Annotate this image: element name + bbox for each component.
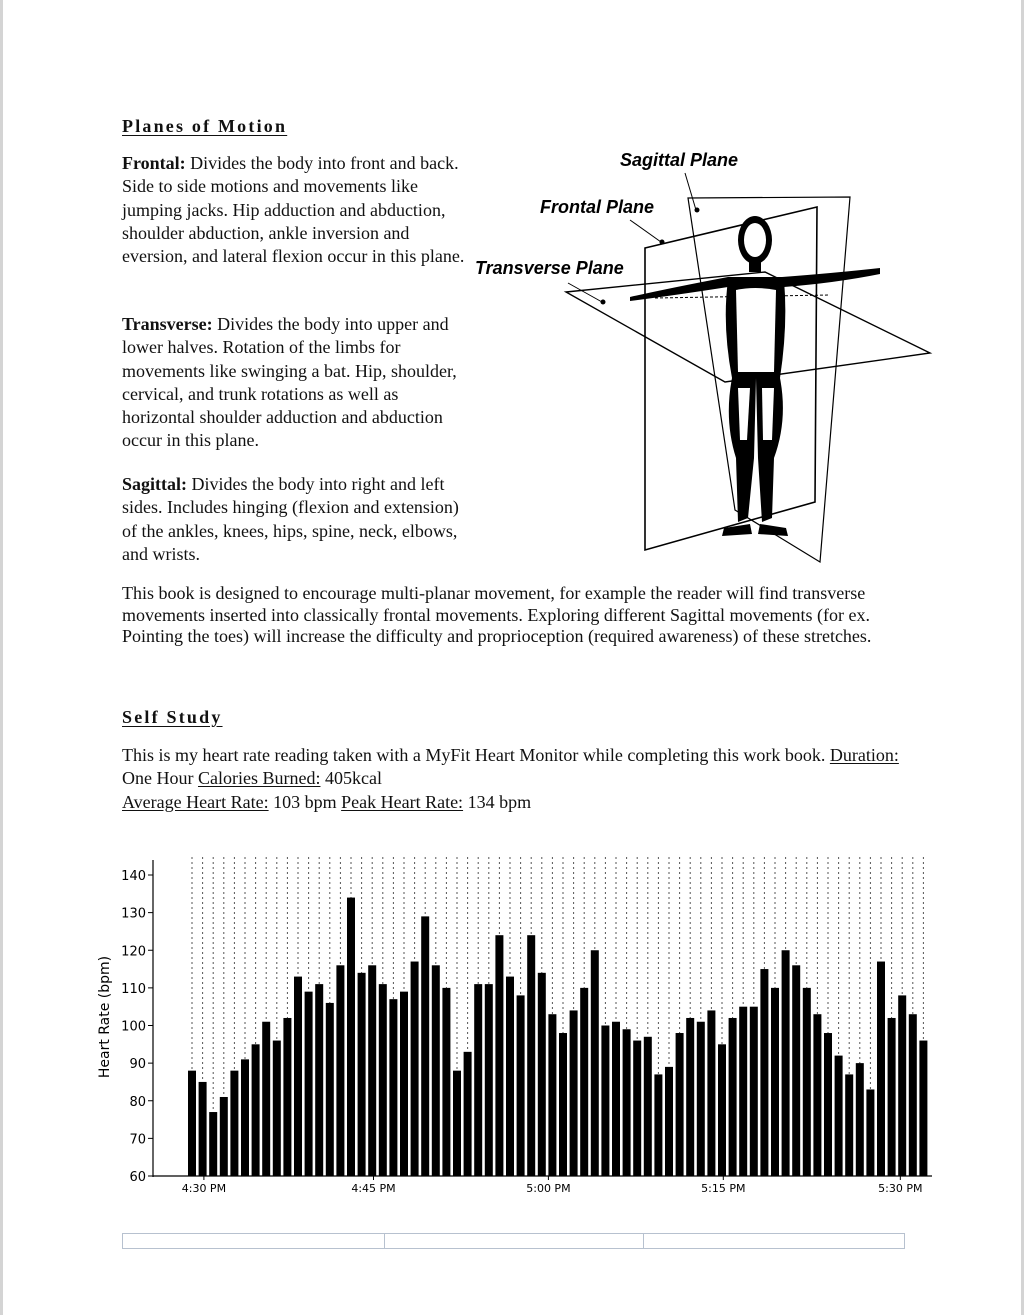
self-study-intro: This is my heart rate reading taken with a MyFit Heart Monitor while completing this work book. — [122, 745, 826, 765]
y-tick-label: 120 — [121, 944, 146, 960]
heart-rate-bar — [803, 988, 811, 1176]
heart-rate-bar — [199, 1082, 207, 1176]
heart-rate-bar — [888, 1018, 896, 1176]
heart-rate-bar — [856, 1063, 864, 1176]
planes-of-motion-figure — [470, 140, 940, 565]
heart-rate-bar — [517, 995, 525, 1176]
duration-value: One Hour — [122, 768, 194, 789]
sagittal-plane-label: Sagittal Plane — [620, 150, 739, 170]
heart-rate-bar — [697, 1022, 705, 1176]
chart-bars — [188, 898, 927, 1176]
heart-rate-bar — [644, 1037, 652, 1176]
table-divider — [643, 1234, 644, 1248]
heart-rate-bar — [686, 1018, 694, 1176]
frontal-plane — [645, 207, 817, 550]
heart-rate-bar — [326, 1003, 334, 1176]
heart-rate-bar — [527, 935, 535, 1176]
human-figure — [630, 216, 880, 536]
heart-rate-bar — [877, 962, 885, 1176]
heart-rate-bar — [750, 1007, 758, 1176]
heart-rate-bar — [898, 995, 906, 1176]
y-tick-label: 100 — [121, 1019, 146, 1035]
transverse-definition — [122, 313, 467, 453]
x-tick-label: 5:30 PM — [878, 1182, 923, 1195]
heart-rate-bar — [792, 965, 800, 1176]
y-tick-label: 80 — [129, 1094, 146, 1110]
heart-rate-bar — [782, 950, 790, 1176]
y-ticks — [121, 869, 153, 1185]
heart-rate-bar — [453, 1071, 461, 1176]
heart-rate-chart — [0, 845, 1024, 1205]
average-heart-rate-label: Average Heart Rate: — [122, 791, 269, 812]
heart-rate-bar — [570, 1010, 578, 1176]
heart-rate-bar — [707, 1010, 715, 1176]
heart-rate-bar — [442, 988, 450, 1176]
x-tick-label: 4:30 PM — [181, 1182, 227, 1195]
heart-rate-bar — [230, 1071, 238, 1176]
x-ticks — [182, 1176, 923, 1195]
planes-of-motion-heading: Planes of Motion — [122, 116, 288, 136]
multi-planar-paragraph: This book is designed to encourage multi-planar movement, for example the reader will find transverse movements inserted into classically frontal movements. Exploring different Sagittal movements (for ex. Pointing the toes) will increase the difficulty and proprioception (required awareness) of these stretches. — [122, 583, 872, 646]
heart-rate-bar — [474, 984, 482, 1176]
sagittal-term: Sagittal: — [122, 474, 187, 494]
heart-rate-bar — [845, 1074, 853, 1176]
heart-rate-bar — [252, 1044, 260, 1176]
heart-rate-bar — [919, 1041, 927, 1176]
x-tick-label: 5:15 PM — [701, 1182, 746, 1195]
heart-rate-bar — [909, 1014, 917, 1176]
heart-rate-bar — [209, 1112, 217, 1176]
transverse-term: Transverse: — [122, 314, 213, 334]
heart-rate-bar — [771, 988, 779, 1176]
heart-rate-bar — [760, 969, 768, 1176]
table-divider — [384, 1234, 385, 1248]
y-tick-label: 110 — [121, 981, 146, 997]
heart-rate-bar — [665, 1067, 673, 1176]
calories-value: 405kcal — [324, 768, 382, 789]
heart-rate-bar — [220, 1097, 228, 1176]
sagittal-text: Divides the body into right and left sides. Includes hinging (flexion and extension) of the ankles, knees, hips, spine, neck, elbows, and wrists. — [122, 474, 459, 564]
heart-rate-bar — [305, 992, 313, 1176]
x-tick-label: 5:00 PM — [526, 1182, 571, 1195]
heart-rate-bar — [739, 1007, 747, 1176]
heart-rate-bar — [676, 1033, 684, 1176]
heart-rate-bar — [411, 962, 419, 1176]
self-study-paragraph — [122, 744, 902, 814]
heart-rate-bar — [623, 1029, 631, 1176]
heart-rate-bar — [580, 988, 588, 1176]
heart-rate-bar — [506, 977, 514, 1176]
y-tick-label: 90 — [129, 1057, 146, 1073]
heart-rate-bar — [495, 935, 503, 1176]
frontal-term: Frontal: — [122, 153, 186, 173]
heart-rate-bar — [294, 977, 302, 1176]
heart-rate-bar — [358, 973, 366, 1176]
heart-rate-bar — [813, 1014, 821, 1176]
heart-rate-bar — [188, 1071, 196, 1176]
heart-rate-bar — [315, 984, 323, 1176]
self-study-heading: Self Study — [122, 707, 223, 727]
duration-label: Duration: — [829, 745, 899, 765]
heart-rate-bar — [548, 1014, 556, 1176]
sagittal-definition — [122, 473, 467, 566]
transverse-plane-label: Transverse Plane — [475, 258, 624, 278]
table-strip — [122, 1233, 905, 1249]
heart-rate-bar — [559, 1033, 567, 1176]
y-tick-label: 140 — [121, 869, 146, 884]
heart-rate-bar — [283, 1018, 291, 1176]
heart-rate-bar — [729, 1018, 737, 1176]
y-tick-label: 130 — [121, 906, 146, 922]
transverse-text: Divides the body into upper and lower halves. Rotation of the limbs for movements like swinging a bat. Hip, shoulder, cervical, and trunk rotations as well as horizontal shoulder adduction and abduction occur in this plane. — [122, 314, 457, 451]
x-tick-label: 4:45 PM — [351, 1182, 396, 1195]
heart-rate-bar — [835, 1056, 843, 1176]
y-tick-label: 70 — [129, 1132, 146, 1148]
frontal-text: Divides the body into front and back. Side to side motions and movements like jumping jacks. Hip adduction and abduction, shoulder abduction, ankle inversion and eversion, and lateral flexion occur in this plane. — [122, 153, 465, 267]
calories-label: Calories Burned: — [197, 768, 321, 789]
heart-rate-bar — [400, 992, 408, 1176]
heart-rate-bar — [601, 1026, 609, 1177]
heart-rate-bar — [262, 1022, 270, 1176]
frontal-definition — [122, 152, 467, 268]
heart-rate-bar — [654, 1074, 662, 1176]
heart-rate-bar — [347, 898, 355, 1176]
heart-rate-bar — [273, 1041, 281, 1176]
heart-rate-bar — [432, 965, 440, 1176]
heart-rate-bar — [718, 1044, 726, 1176]
heart-rate-bar — [538, 973, 546, 1176]
frontal-plane-label: Frontal Plane — [540, 197, 655, 217]
average-heart-rate-value: 103 bpm — [273, 791, 337, 812]
heart-rate-bar — [866, 1089, 874, 1176]
heart-rate-bar — [389, 999, 397, 1176]
peak-heart-rate-label: Peak Heart Rate: — [341, 791, 464, 812]
heart-rate-bar — [368, 965, 376, 1176]
heart-rate-bar — [485, 984, 493, 1176]
heart-rate-bar — [379, 984, 387, 1176]
heart-rate-bar — [824, 1033, 832, 1176]
heart-rate-bar — [336, 965, 344, 1176]
heart-rate-bar — [241, 1059, 249, 1176]
heart-rate-bar — [633, 1041, 641, 1176]
peak-heart-rate-value: 134 bpm — [467, 791, 532, 812]
y-tick-label: 60 — [129, 1170, 146, 1185]
heart-rate-bar — [464, 1052, 472, 1176]
y-axis-label: Heart Rate (bpm) — [97, 955, 113, 1079]
heart-rate-bar — [591, 950, 599, 1176]
heart-rate-bar — [612, 1022, 620, 1176]
heart-rate-bar — [421, 916, 429, 1176]
